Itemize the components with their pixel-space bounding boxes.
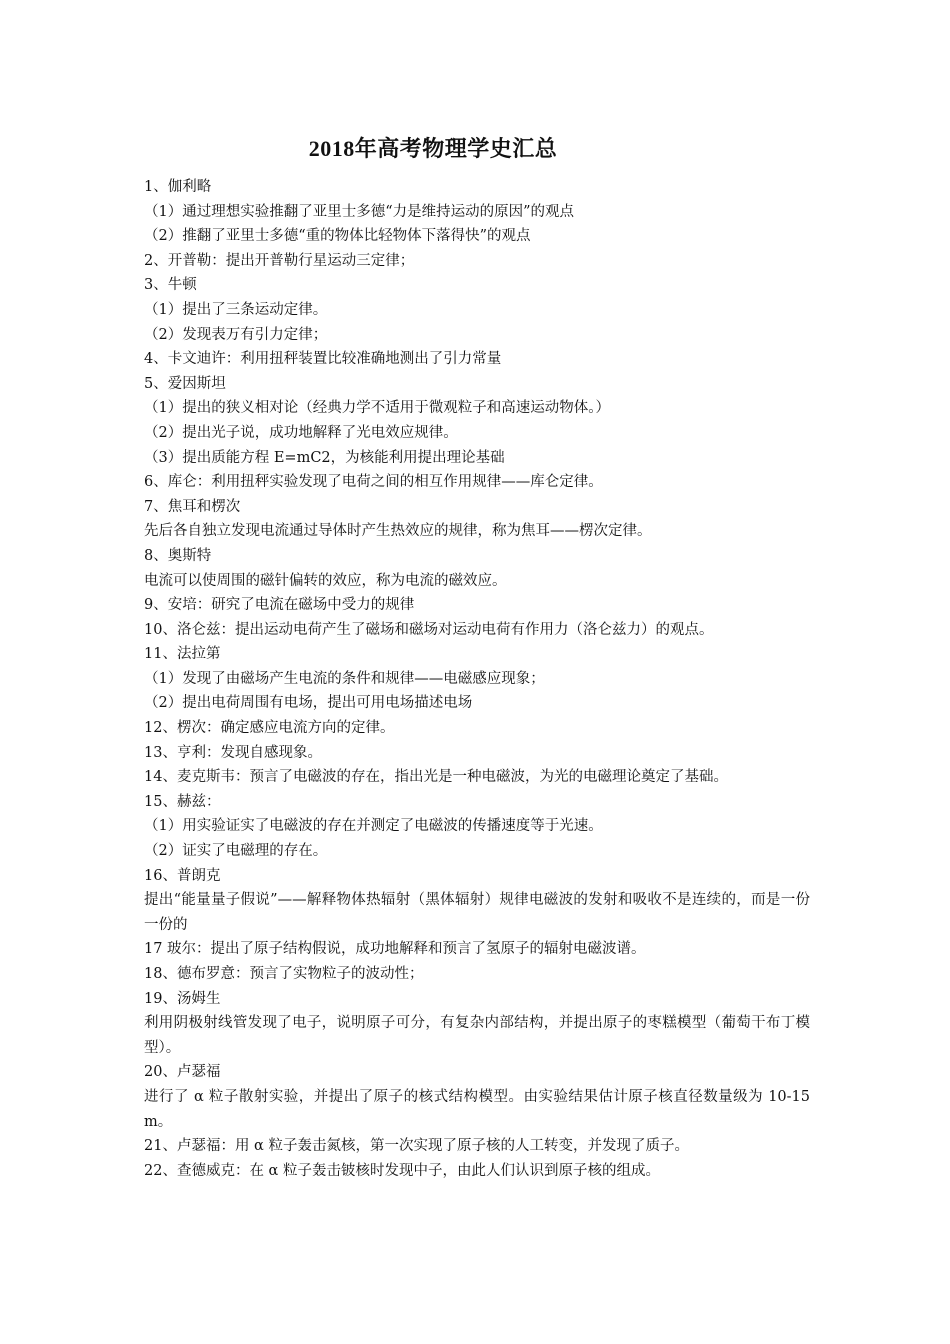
text-line: （1）通过理想实验推翻了亚里士多德“力是维持运动的原因”的观点 <box>144 203 575 220</box>
text-line: 11、法拉第 <box>144 646 221 663</box>
text-line: 16、普朗克 <box>144 867 221 884</box>
text-line: （1）提出了三条运动定律。 <box>144 301 328 318</box>
text-line: （1）发现了由磁场产生电流的条件和规律——电磁感应现象； <box>144 670 545 687</box>
text-line: 4、卡文迪许：利用扭秤装置比较准确地测出了引力常量 <box>144 351 502 368</box>
text-line: 12、楞次：确定感应电流方向的定律。 <box>144 720 395 737</box>
text-line: 15、赫兹： <box>144 793 221 810</box>
text-line: 22、查德威克：在 α 粒子轰击铍核时发现中子，由此人们认识到原子核的组成。 <box>144 1162 660 1179</box>
text-line: （2）推翻了亚里士多德“重的物体比轻物体下落得快”的观点 <box>144 228 531 245</box>
text-line: 10、洛仑兹：提出运动电荷产生了磁场和磁场对运动电荷有作用力（洛仑兹力）的观点。 <box>144 621 714 638</box>
text-line: 19、汤姆生 <box>144 990 221 1007</box>
rutherford-paragraph: 进行了 α 粒子散射实验，并提出了原子的核式结构模型。由实验结果估计原子核直径数量级为 10-15 m。 <box>144 1088 810 1130</box>
text-line: 先后各自独立发现电流通过导体时产生热效应的规律，称为焦耳——楞次定律。 <box>144 523 652 540</box>
document-title: 2018年高考物理学史汇总 <box>308 136 558 161</box>
text-line: （2）发现表万有引力定律； <box>144 326 328 343</box>
text-line: 9、安培：研究了电流在磁场中受力的规律 <box>144 597 415 614</box>
text-line: （2）提出电荷周围有电场，提出可用电场描述电场 <box>144 695 473 712</box>
text-line: 8、奥斯特 <box>144 547 212 564</box>
text-line: 20、卢瑟福 <box>144 1064 221 1081</box>
text-line: 7、焦耳和楞次 <box>144 498 241 515</box>
text-line: （3）提出质能方程 E=mC2，为核能利用提出理论基础 <box>144 449 505 466</box>
text-line: 17 玻尔：提出了原子结构假说，成功地解释和预言了氢原子的辐射电磁波谱。 <box>144 941 646 958</box>
planck-paragraph: 提出“能量量子假说”——解释物体热辐射（黑体辐射）规律电磁波的发射和吸收不是连续的，而是一份一份的 <box>144 892 810 933</box>
text-line: 5、爱因斯坦 <box>144 375 226 392</box>
text-line: 2、开普勒：提出开普勒行星运动三定律； <box>144 252 415 269</box>
text-line: 6、库仑：利用扭秤实验发现了电荷之间的相互作用规律——库仑定律。 <box>144 474 603 491</box>
text-line: 21、卢瑟福：用 α 粒子轰击氮核，第一次实现了原子核的人工转变，并发现了质子。 <box>144 1138 689 1155</box>
text-line: 电流可以使周围的磁针偏转的效应，称为电流的磁效应。 <box>144 572 507 589</box>
text-line: 3、牛顿 <box>144 277 197 294</box>
text-line: （1）提出的狭义相对论（经典力学不适用于微观粒子和高速运动物体。） <box>144 400 610 417</box>
text-line: （1）用实验证实了电磁波的存在并测定了电磁波的传播速度等于光速。 <box>144 818 603 835</box>
text-line: 18、德布罗意：预言了实物粒子的波动性； <box>144 966 424 982</box>
text-line: 14、麦克斯韦：预言了电磁波的存在，指出光是一种电磁波，为光的电磁理论奠定了基础。 <box>144 769 728 786</box>
text-line: 13、亨利：发现自感现象。 <box>144 744 322 761</box>
text-line: （2）提出光子说，成功地解释了光电效应规律。 <box>144 424 458 441</box>
text-line: （2）证实了电磁理的存在。 <box>144 843 328 860</box>
thomson-paragraph: 利用阴极射线管发现了电子，说明原子可分，有复杂内部结构，并提出原子的枣糕模型（葡萄干布丁模型）。 <box>144 1015 810 1056</box>
document-body <box>144 175 810 1183</box>
text-line: 1、伽利略 <box>144 179 212 195</box>
